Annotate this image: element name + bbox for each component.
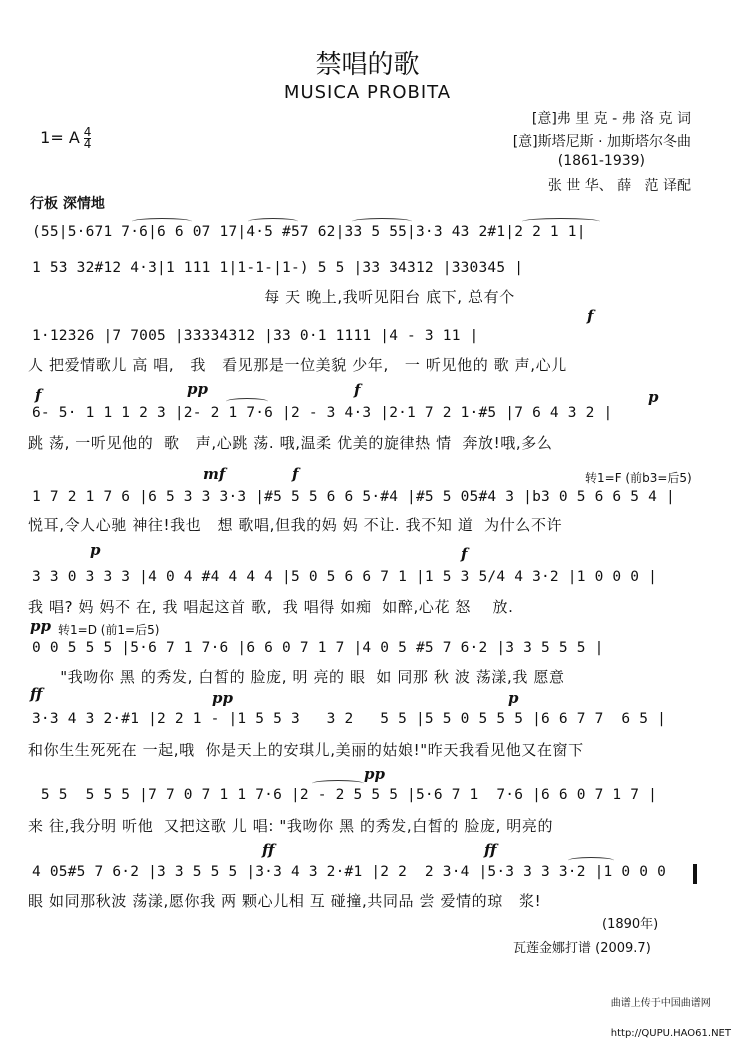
dynamic-mark: f bbox=[461, 545, 468, 563]
notation-line: 4 05#5 7 6·2 |3 3 5 5 5 |3·3 4 3 2·#1 |2 2 2 3·4 |5·3 3 3 3·2 |1 0 0 0 bbox=[32, 864, 667, 880]
slur-mark bbox=[522, 218, 600, 225]
notation-line: 3 3 0 3 3 3 |4 0 4 #4 4 4 4 |5 0 5 6 6 7 1 |1 5 3 5/4 4 3·2 |1 0 0 0 | bbox=[32, 569, 658, 585]
slur-mark bbox=[132, 218, 192, 225]
slur-mark bbox=[226, 398, 268, 405]
dynamic-mark: f bbox=[292, 465, 299, 483]
song-title-italian: MUSICA PROBITA bbox=[283, 82, 452, 103]
slur-mark bbox=[352, 218, 412, 225]
modulation-note: 转1=F (前b3=后5) bbox=[585, 471, 692, 485]
notation-line: 1·12326 |7 7005 |33334312 |33 0·1 1111 |4 - 3 11 | bbox=[32, 328, 479, 344]
lyrics-line: 每 天 晚上,我听见阳台 底下, 总有个 bbox=[28, 288, 515, 306]
watermark-text: 曲谱上传于中国曲谱网 bbox=[610, 998, 711, 1009]
notation-line: (55|5·671 7·6|6 6 07 17|4·5 #57 62|33 5 55|3·3 43 2#1|2 2 1 1| bbox=[32, 224, 586, 240]
final-barline bbox=[693, 864, 697, 884]
lyrics-line: 悦耳,令人心驰 神往!我也 想 歌唱,但我的妈 妈 不让. 我不知 道 为什么不许 bbox=[28, 516, 563, 534]
dynamic-mark: ff bbox=[484, 841, 497, 859]
composition-year: (1890年) bbox=[602, 917, 659, 932]
lyrics-line: 眼 如同那秋波 荡漾,愿你我 两 颗心儿相 互 碰撞,共同品 尝 爱情的琼 浆! bbox=[28, 892, 542, 910]
dynamic-mark: p bbox=[90, 541, 101, 559]
time-signature bbox=[84, 127, 92, 150]
dynamic-mark: f bbox=[354, 381, 361, 399]
site-watermark bbox=[611, 979, 731, 1049]
translator-credit: 张 世 华、 薛 范 译配 bbox=[547, 178, 691, 194]
notation-line: 6- 5· 1 1 1 2 3 |2- 2 1 7·6 |2 - 3 4·3 |2·1 7 2 1·#5 |7 6 4 3 2 | bbox=[32, 405, 613, 421]
transcriber-credit: 瓦莲金娜打谱 (2009.7) bbox=[513, 941, 651, 956]
composer-years: (1861-1939) bbox=[557, 153, 645, 169]
time-signature-top: 4 bbox=[83, 125, 92, 139]
composer-credit: [意]斯塔尼斯 · 加斯塔尔冬曲 bbox=[512, 134, 691, 150]
slur-mark bbox=[568, 857, 614, 864]
notation-line: 0 0 5 5 5 |5·6 7 1 7·6 |6 6 0 7 1 7 |4 0 5 #5 7 6·2 |3 3 5 5 5 | bbox=[32, 640, 604, 656]
dynamic-mark: pp bbox=[212, 689, 233, 707]
dynamic-mark: p bbox=[508, 689, 519, 707]
song-title-chinese: 禁唱的歌 bbox=[315, 50, 420, 80]
time-signature-bottom: 4 bbox=[83, 137, 92, 151]
dynamic-mark: f bbox=[587, 307, 594, 325]
tempo-marking: 行板 深情地 bbox=[30, 196, 105, 212]
notation-line: 1 53 32#12 4·3|1 111 1|1-1-|1-) 5 5 |33 34312 |330345 | bbox=[32, 260, 524, 276]
lyricist-credit: [意]弗 里 克 - 弗 洛 克 词 bbox=[531, 111, 691, 127]
dynamic-mark: pp bbox=[187, 380, 208, 398]
lyrics-line: 人 把爱情歌儿 高 唱, 我 看见那是一位美貌 少年, 一 听见他的 歌 声,心儿 bbox=[28, 356, 567, 374]
dynamic-mark: pp bbox=[30, 617, 51, 635]
key-signature bbox=[30, 108, 91, 150]
modulation-note: 转1=D (前1=后5) bbox=[58, 623, 160, 637]
notation-line: 3·3 4 3 2·#1 |2 2 1 - |1 5 5 3 3 2 5 5 |5 5 0 5 5 5 |6 6 7 7 6 5 | bbox=[32, 711, 667, 727]
dynamic-mark: p bbox=[648, 388, 659, 406]
lyrics-line: 和你生生死死在 一起,哦 你是天上的安琪儿,美丽的姑娘!"昨天我看见他又在窗下 bbox=[28, 741, 584, 759]
lyrics-line: 来 往,我分明 听他 又把这歌 儿 唱: "我吻你 黑 的秀发,白皙的 脸庞, 明亮的 bbox=[28, 817, 554, 835]
dynamic-mark: ff bbox=[262, 841, 275, 859]
lyrics-line: "我吻你 黑 的秀发, 白皙的 脸庞, 明 亮的 眼 如 同那 秋 波 荡漾,我 愿意 bbox=[28, 668, 565, 686]
notation-line: 1 7 2 1 7 6 |6 5 3 3 3·3 |#5 5 5 6 6 5·#4 |#5 5 05#4 3 |b3 0 5 6 6 5 4 | bbox=[32, 489, 675, 505]
notation-line: 5 5 5 5 5 |7 7 0 7 1 1 7·6 |2 - 2 5 5 5 |5·6 7 1 7·6 |6 6 0 7 1 7 | bbox=[32, 787, 658, 803]
dynamic-mark: f bbox=[35, 386, 42, 404]
watermark-url: http://QUPU.HAO61.NET bbox=[610, 1028, 731, 1039]
slur-mark bbox=[248, 218, 298, 225]
dynamic-mark: pp bbox=[364, 765, 385, 783]
lyrics-line: 跳 荡, 一听见他的 歌 声,心跳 荡. 哦,温柔 优美的旋律热 情 奔放!哦,多么 bbox=[28, 434, 553, 452]
slur-mark bbox=[312, 780, 364, 787]
dynamic-mark: mf bbox=[203, 465, 226, 483]
key-label: 1= A bbox=[40, 128, 80, 147]
dynamic-mark: ff bbox=[30, 685, 43, 703]
lyrics-line: 我 唱? 妈 妈不 在, 我 唱起这首 歌, 我 唱得 如痴 如醉,心花 怒 放. bbox=[28, 598, 514, 616]
